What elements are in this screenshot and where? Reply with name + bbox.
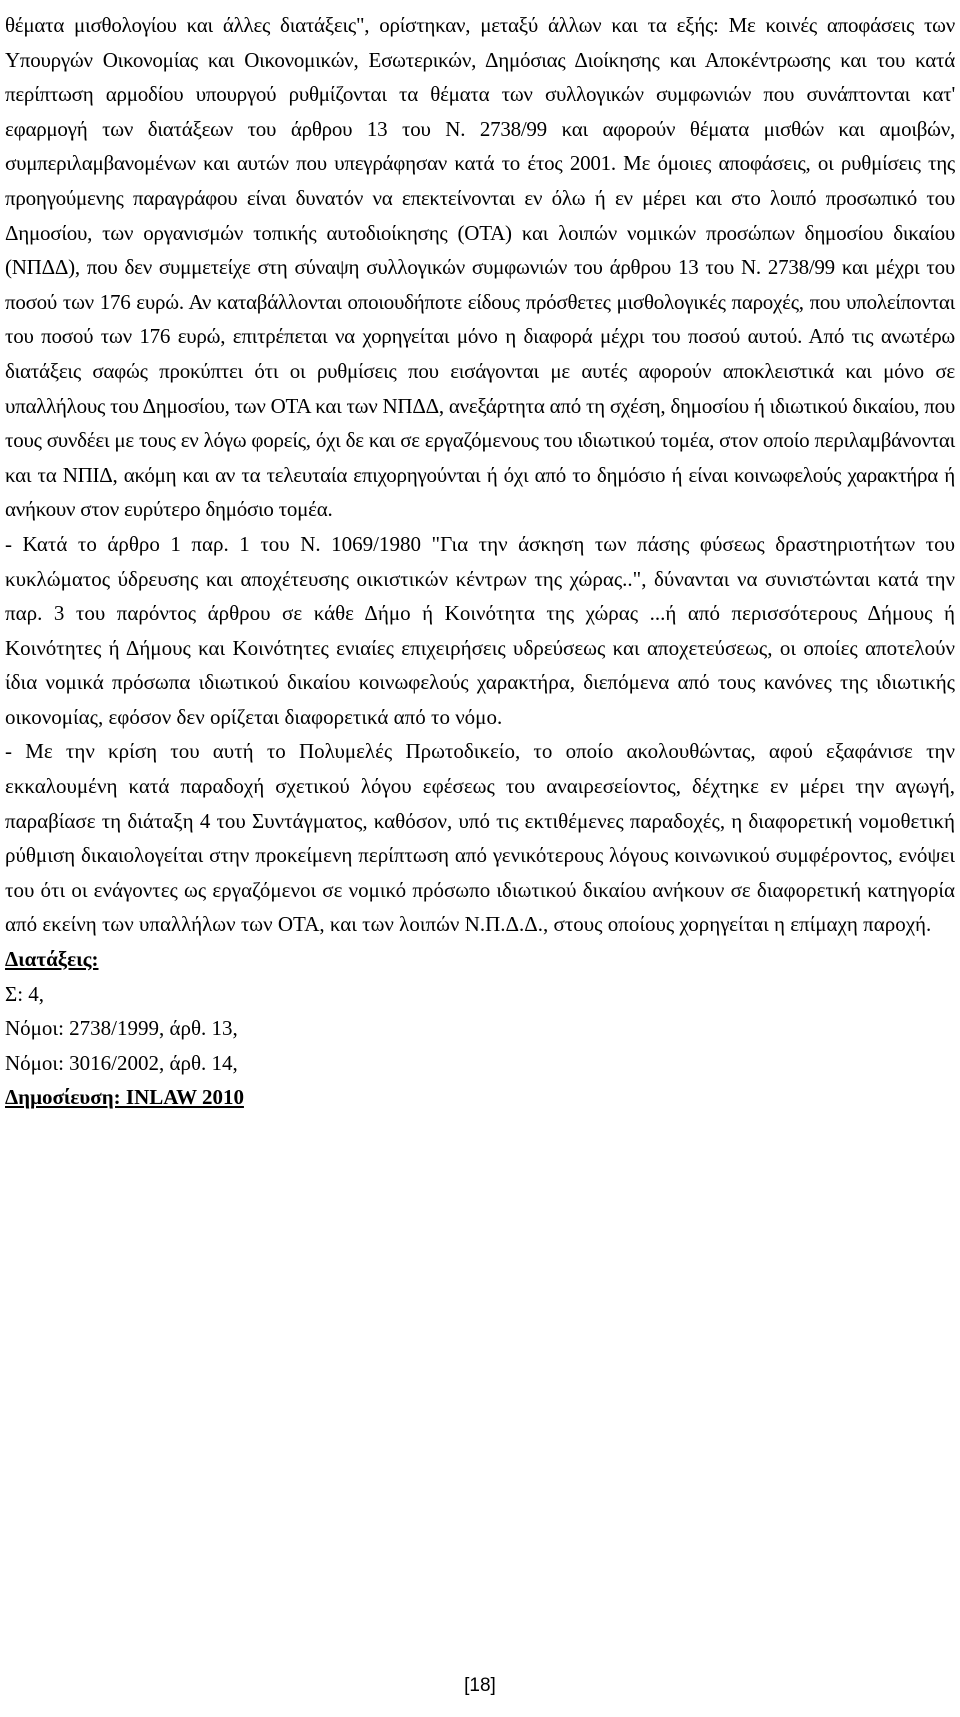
provision-constitution: Σ: 4, — [5, 981, 45, 1006]
paragraph-salary-provisions: θέματα μισθολογίου και άλλες διατάξεις", ορίστηκαν, μεταξύ άλλων και τα εξής: Με κοινές αποφάσεις των Υπουργών Οικονομίας και Οικονομικών, Εσωτερικών, Δημόσιας Διοίκησης και Αποκέντρωσης και του κατά περίπτωση αρμοδίου υπουργού ρυθμίζονται τα θέματα των συλλογικών συμφωνιών που συνάπτονται κατ' εφαρμογή των διατάξεων του άρθρου 13 του Ν. 2738/99 και αφορούν θέματα μισθών και αμοιβών, συμπεριλαμβανομένων και αυτών που υπεγράφησαν κατά το έτος 2001. Με όμοιες αποφάσεις, οι ρυθμίσεις της προηγούμενης παραγράφου είναι δυνατόν να επεκτείνονται εν όλω ή εν μέρει και στο λοιπό προσωπικό του Δημοσίου, των οργανισμών τοπικής αυτοδιοίκησης (ΟΤΑ) και λοιπών νομικών προσώπων δημοσίου δικαίου (ΝΠΔΔ), που δεν συμμετείχε στη σύναψη συλλογικών συμφωνιών του άρθρου 13 του Ν. 2738/99 και μέχρι του ποσού των 176 ευρώ. Αν καταβάλλονται οποιουδήποτε είδους πρόσθετες μισθολογικές παροχές, που υπολείπονται του ποσού των 176 ευρώ, επιτρέπεται να χορηγείται μόνο η διαφορά μέχρι του ποσού αυτού. Από τις ανωτέρω διατάξεις σαφώς προκύπτει ότι οι ρυθμίσεις που εισάγονται με αυτές αφορούν αποκλειστικά και μόνο σε υπαλλήλους του Δημοσίου, των ΟΤΑ και των ΝΠΔΔ, ανεξάρτητα από τη σχέση, δημοσίου ή ιδιωτικού δικαίου, που τους συνδέει με τους εν λόγω φορείς, όχι δε και σε εργαζόμενους του ιδιωτικού τομέα, στον οποίο περιλαμβάνονται και τα ΝΠΙΔ, ακόμη και αν τα τελευταία επιχορηγούνται ή όχι από το δημόσιο ή είναι κοινωφελούς χαρακτήρα ή ανήκουν στον ευρύτερο δημόσιο τομέα. — [5, 13, 955, 522]
provisions-heading: Διατάξεις: — [5, 947, 99, 972]
document-body — [5, 8, 955, 1115]
page-number: [18] — [464, 1675, 496, 1696]
paragraph-law-1069-1980: - Κατά το άρθρο 1 παρ. 1 του Ν. 1069/1980 "Για την άσκηση των πάσης φύσεως δραστηριοτήτων του κυκλώματος ύδρευσης και αποχέτευσης οικιστικών κέντρων της χώρας..", δύνανται να συνιστώνται κατά την παρ. 3 του παρόντος άρθρου σε κάθε Δήμο ή Κοινότητα της χώρας ...ή από περισσότερους Δήμους ή Κοινότητες ή Δήμους και Κοινότητες ενιαίες επιχειρήσεις υδρεύσεως και αποχετεύσεως, οι οποίες αποτελούν ίδια νομικά πρόσωπα ιδιωτικού δικαίου κοινωφελούς χαρακτήρα, διεπόμενα από τους κανόνες της ιδιωτικής οικονομίας, εφόσον δεν ορίζεται διαφορετικά από το νόμο. — [5, 531, 955, 729]
provision-law-2738: Νόμοι: 2738/1999, άρθ. 13, — [5, 1016, 238, 1041]
provision-law-3016: Νόμοι: 3016/2002, άρθ. 14, — [5, 1050, 238, 1075]
publication-line: Δημοσίευση: INLAW 2010 — [5, 1085, 244, 1110]
paragraph-court-judgment: - Με την κρίση του αυτή το Πολυμελές Πρωτοδικείο, το οποίο ακολουθώντας, αφού εξαφάνισε την εκκαλουμένη κατά παραδοχή σχετικού λόγου εφέσεως του αναιρεσείοντος, δέχτηκε εν μέρει την αγωγή, παραβίασε τη διάταξη 4 του Συντάγματος, καθόσον, υπό τις εκτιθέμενες παραδοχές, η διαφορετική νομοθετική ρύθμιση δικαιολογείται στην προκείμενη περίπτωση από γενικότερους λόγους κοινωνικού συμφέροντος, ενόψει του ότι οι ενάγοντες ως εργαζόμενοι σε νομικό πρόσωπο ιδιωτικού δικαίου ανήκουν σε διαφορετική κατηγορία από εκείνη των υπαλλήλων των ΟΤΑ, και των λοιπών Ν.Π.Δ.Δ., στους οποίους χορηγείται η επίμαχη παροχή. — [5, 739, 955, 937]
